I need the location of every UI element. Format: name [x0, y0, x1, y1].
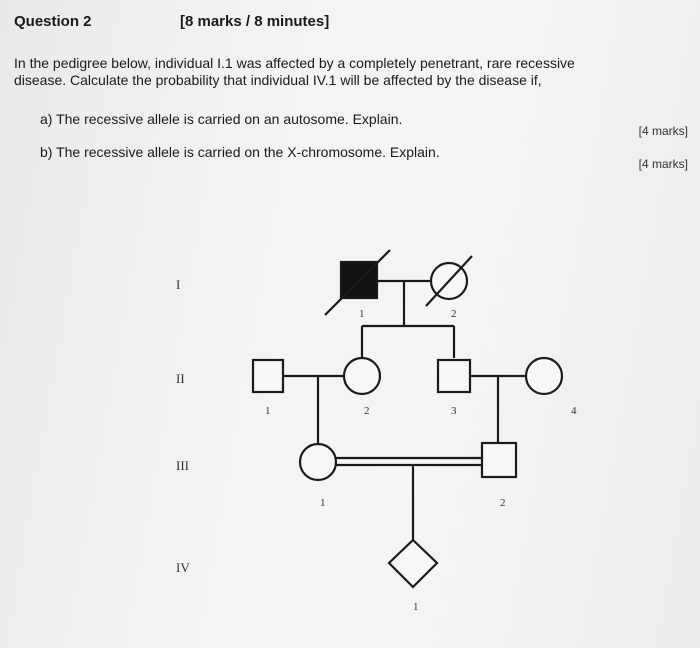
- number-III-1: 1: [320, 497, 326, 509]
- marks-time-label: [8 marks / 8 minutes]: [180, 13, 330, 30]
- individual-II-1: [253, 360, 283, 392]
- question-b-text: The recessive allele is carried on the X-chromosome. Explain.: [56, 144, 440, 160]
- number-II-1: 1: [265, 405, 271, 417]
- number-I-2: 2: [451, 308, 457, 320]
- intro-line-1: In the pedigree below, individual I.1 was affected by a completely penetrant, rare recessive: [14, 55, 575, 71]
- individual-III-1: [300, 444, 336, 480]
- generation-label-III: III: [176, 458, 189, 473]
- generation-label-II: II: [176, 371, 185, 386]
- number-II-4: 4: [571, 405, 577, 417]
- number-III-2: 2: [500, 497, 506, 509]
- individual-II-3: [438, 360, 470, 392]
- number-I-1: 1: [359, 308, 365, 320]
- deceased-slash-I-1: [325, 250, 390, 315]
- generation-label-I: I: [176, 277, 181, 292]
- question-title: Question 2: [14, 13, 92, 30]
- question-a-label: a): [40, 111, 53, 127]
- question-a-text: The recessive allele is carried on an autosome. Explain.: [56, 111, 403, 127]
- question-a-marks: [4 marks]: [638, 124, 688, 138]
- generation-label-IV: IV: [176, 560, 190, 575]
- individual-II-4: [526, 358, 562, 394]
- individual-IV-1: [389, 540, 437, 587]
- number-IV-1: 1: [413, 601, 419, 613]
- number-II-3: 3: [451, 405, 457, 417]
- intro-line-2: disease. Calculate the probability that individual IV.1 will be affected by the disease if,: [14, 72, 542, 88]
- number-II-2: 2: [364, 405, 370, 417]
- question-b-marks: [4 marks]: [638, 157, 688, 171]
- individual-III-2: [482, 443, 516, 477]
- individual-II-2: [344, 358, 380, 394]
- question-b-label: b): [40, 144, 53, 160]
